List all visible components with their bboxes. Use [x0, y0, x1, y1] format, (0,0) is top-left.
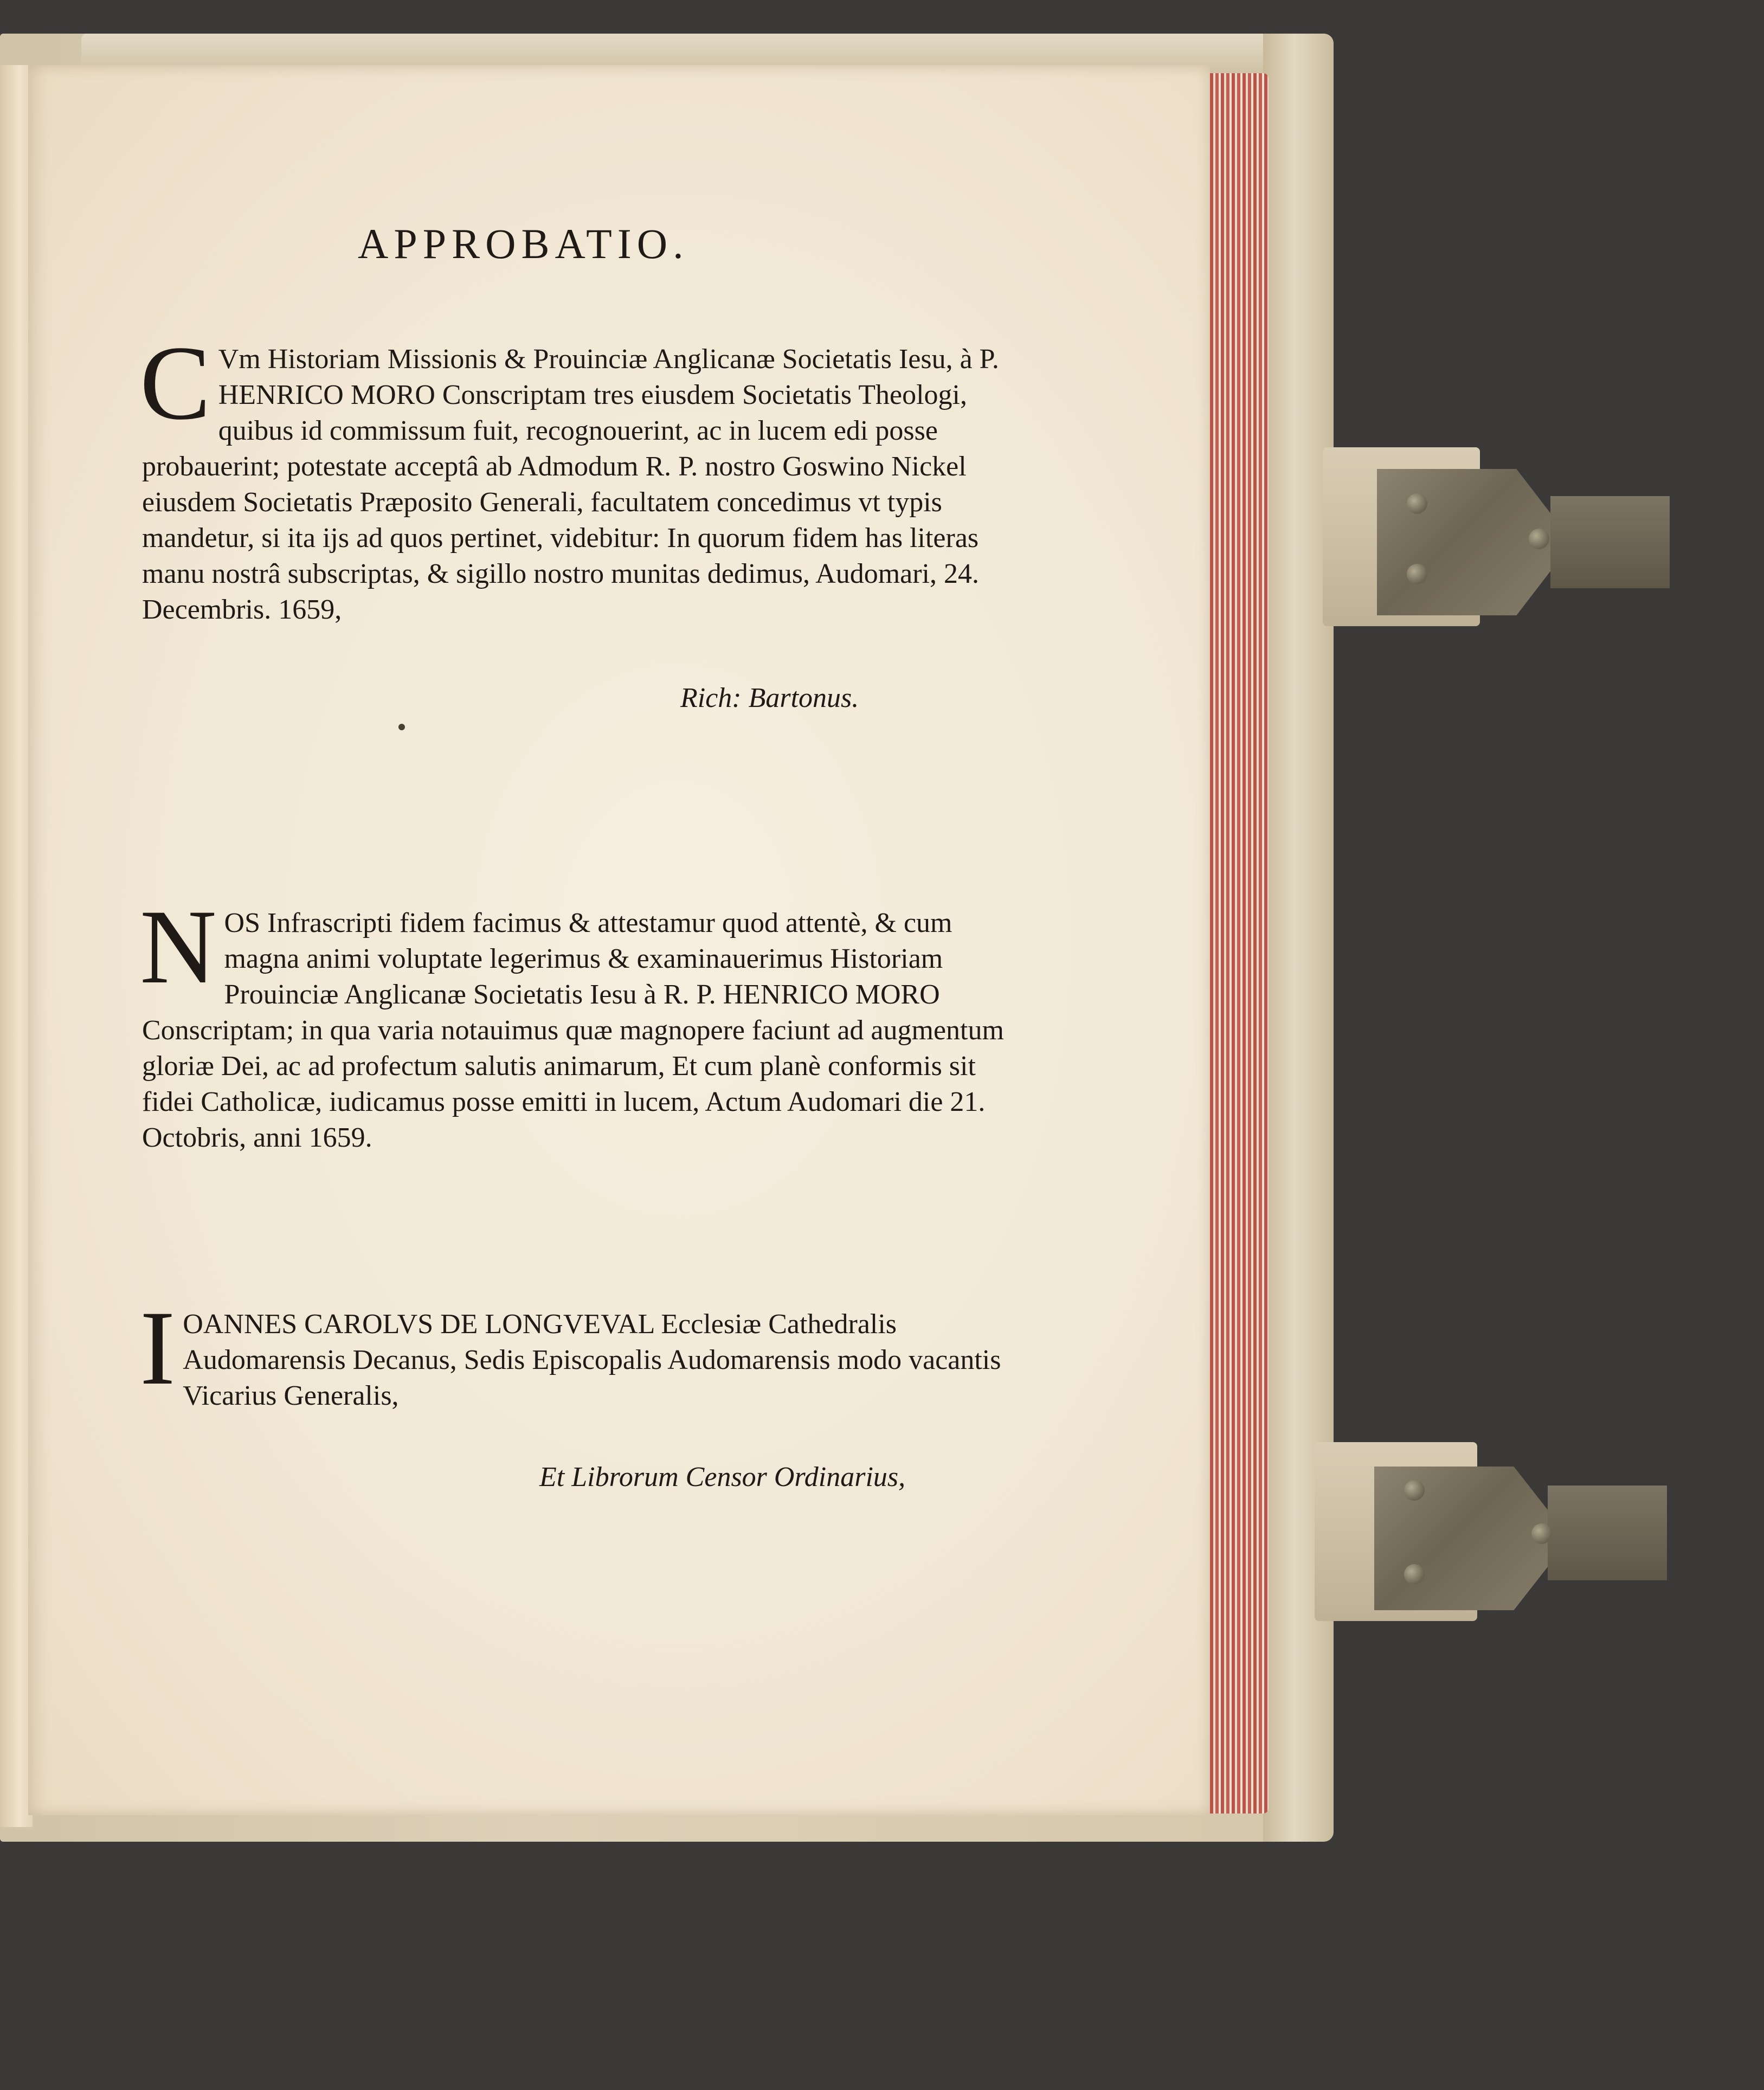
upper-clasp-rivet: [1407, 564, 1427, 584]
approbation-paragraph-3: [140, 1289, 1020, 1414]
paragraph-1-text: Vm Historiam Missionis & Prouinciæ Anglicanæ Societatis Iesu, à P. HENRICO MORO Conscriptam tres eiusdem Societatis Theologi, quibus id commissum fuit, recognouerint, ac in lucem edi posse probauerint; potestate acceptâ ab Admodum R. P. nostro Goswino Nickel eiusdem Societatis Præposito Generali, facultatem concedimus vt typis mandetur, si ita ijs ad quos pertinet, videbitur: In quorum fidem has literas manu nostrâ subscriptas, & sigillo nostro munitas dedimus, Audomari, 24. Decembris. 1659,: [142, 344, 999, 625]
upper-clasp-hook: [1550, 496, 1670, 588]
lower-clasp: [1315, 1442, 1705, 1621]
page-title: APPROBATIO.: [358, 220, 689, 267]
drop-cap-n: N: [140, 888, 217, 1006]
lower-clasp-rivet: [1404, 1564, 1425, 1585]
approbation-paragraph-2: [140, 888, 1020, 1156]
lower-clasp-rivet: [1531, 1523, 1552, 1544]
paragraph-3-text: OANNES CAROLVS DE LONGVEVAL Ecclesiæ Cathedralis Audomarensis Decanus, Sedis Episcopalis Audomarensis modo vacantis Vicarius Generalis,: [183, 1309, 1001, 1411]
lower-clasp-plate: [1374, 1467, 1553, 1610]
approbation-paragraph-1: [140, 324, 1020, 628]
censor-closing-line: Et Librorum Censor Ordinarius,: [539, 1462, 906, 1493]
drop-cap-c: C: [140, 324, 211, 442]
facing-page-edge: [0, 65, 33, 1827]
paragraph-2-text: OS Infrascripti fidem facimus & attestamur quod attentè, & cum magna animi voluptate legerimus & examinauerimus Historiam Prouinciæ Anglicanæ Societatis Iesu à R. P. HENRICO MORO Conscriptam; in qua varia notauimus quæ magnopere faciunt ad augmentum gloriæ Dei, ac ad profectum salutis animarum, Et cum planè conformis sit fidei Catholicæ, iudicamus posse emitti in lucem, Actum Audomari die 21. Octobris, anni 1659.: [142, 908, 1004, 1153]
lower-clasp-hook: [1548, 1485, 1667, 1580]
red-page-edges: [1205, 73, 1269, 1814]
upper-clasp-rivet: [1529, 529, 1549, 549]
upper-clasp: [1323, 447, 1702, 626]
lower-clasp-rivet: [1404, 1480, 1425, 1501]
drop-cap-i: I: [140, 1289, 176, 1407]
upper-clasp-rivet: [1407, 493, 1427, 514]
ink-speck: [398, 724, 405, 730]
signature-bartonus: Rich: Bartonus.: [680, 683, 859, 713]
